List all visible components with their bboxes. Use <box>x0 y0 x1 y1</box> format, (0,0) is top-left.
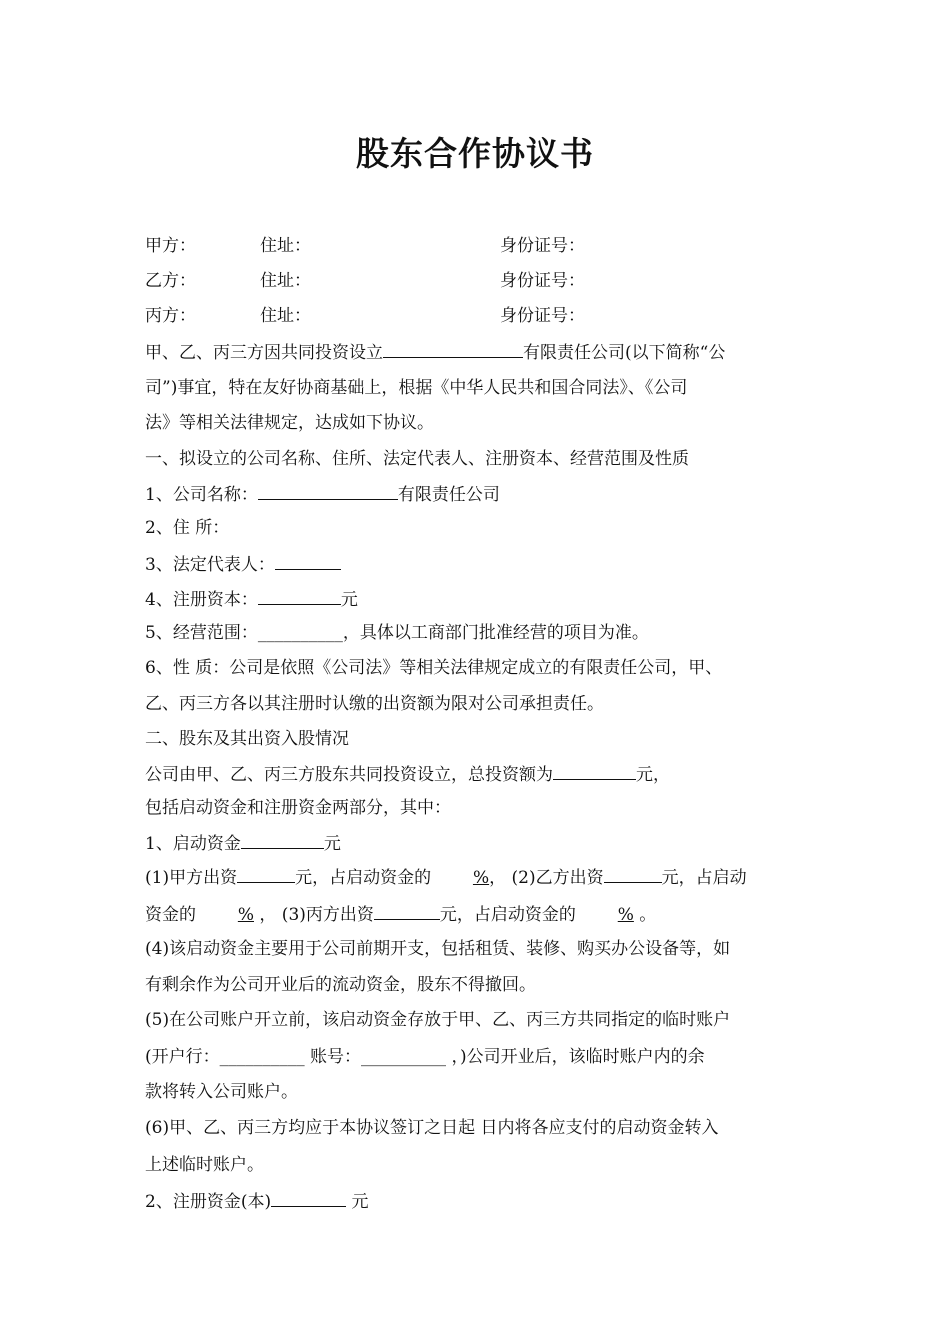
clause-text: 有限责任公司 <box>397 485 500 505</box>
clause-text: 元， <box>636 765 670 785</box>
clause-deadline-cont: 上述临时账户。 <box>145 1155 264 1175</box>
unit-label: 元 <box>323 834 341 854</box>
party-b-percent-blank: % <box>237 905 254 925</box>
party-row <box>145 273 745 293</box>
party-address-label: 住址： <box>260 306 311 326</box>
total-investment-line <box>145 765 670 784</box>
company-name-blank <box>383 343 523 358</box>
clause-text: 元，占启动资金的 <box>295 868 432 888</box>
registered-capital-line <box>145 1192 369 1211</box>
clause-usage-cont: 有剩余作为公司开业后的流动资金，股东不得撤回。 <box>145 975 536 995</box>
intro-text: 有限责任公司(以下简称“公 <box>523 343 726 363</box>
unit-label: 元 <box>346 1192 369 1212</box>
party-id-label: 身份证号： <box>500 306 585 326</box>
document-title: 股东合作协议书 <box>356 134 594 173</box>
intro-line: 法》等相关法律规定，达成如下协议。 <box>145 413 434 433</box>
clause-label: 5、经营范围： <box>145 623 258 643</box>
clause-capital <box>145 590 358 609</box>
unit-label: 元 <box>340 590 358 610</box>
party-name: 乙方： <box>145 271 196 291</box>
scope-blank: __________ <box>257 623 343 643</box>
clause-temp-account-cont: 款将转入公司账户。 <box>145 1082 298 1102</box>
intro-text: 甲、乙、丙三方因共同投资设立 <box>145 343 383 363</box>
clause-text: 元，占启动 <box>661 868 747 888</box>
clause-address: 2、住 所： <box>145 518 230 538</box>
clause-usage: (4)该启动资金主要用于公司前期开支，包括租赁、装修、购买办公设备等，如 <box>145 939 731 959</box>
party-a-contribution-blank <box>237 868 295 883</box>
bank-blank: __________ <box>219 1047 305 1067</box>
contribution-line <box>145 905 656 924</box>
legal-rep-blank <box>275 555 341 570</box>
party-name: 丙方： <box>145 306 196 326</box>
account-blank: __________ <box>361 1047 447 1067</box>
clause-text: 账号： <box>304 1047 362 1067</box>
clause-label: 1、启动资金 <box>145 834 241 854</box>
clause-text: 元，占启动资金的 <box>439 905 576 925</box>
clause-label: 1、公司名称： <box>145 485 258 505</box>
clause-text: ， (3)丙方出资 <box>254 905 374 925</box>
intro-line <box>145 343 725 362</box>
clause-text: ， (2)乙方出资 <box>489 868 604 888</box>
clause-temp-account-cont <box>145 1049 705 1066</box>
total-investment-blank <box>553 765 636 780</box>
clause-deadline: (6)甲、乙、丙三方均应于本协议签订之日起 日内将各应支付的启动资金转入 <box>145 1118 719 1138</box>
section-heading: 二、股东及其出资入股情况 <box>145 729 349 749</box>
clause-text: 。 <box>633 905 657 925</box>
section-heading: 一、拟设立的公司名称、住所、法定代表人、注册资本、经营范围及性质 <box>145 449 689 469</box>
party-a-percent-blank: % <box>472 868 490 888</box>
clause-text: (1)甲方出资 <box>145 868 238 888</box>
intro-line: 司”)事宜，特在友好协商基础上，根据《中华人民共和国合同法》、《公司 <box>145 378 688 398</box>
company-name-blank <box>258 485 398 500</box>
party-id-label: 身份证号： <box>500 236 585 256</box>
party-row <box>145 238 745 258</box>
party-c-contribution-blank <box>374 905 440 920</box>
clause-text: 资金的 <box>145 905 196 925</box>
include-line: 包括启动资金和注册资金两部分，其中： <box>145 798 451 818</box>
party-c-percent-blank: % <box>617 905 634 925</box>
clause-label: 4、注册资本： <box>145 590 258 610</box>
clause-text: 公司由甲、乙、丙三方股东共同投资设立，总投资额为 <box>145 765 553 785</box>
clause-scope <box>145 625 649 642</box>
startup-fund-line <box>145 834 341 853</box>
contribution-line <box>145 868 747 887</box>
clause-label: 3、法定代表人： <box>145 555 275 575</box>
party-address-label: 住址： <box>260 236 311 256</box>
party-b-contribution-blank <box>604 868 662 883</box>
clause-label: 2、注册资金(本) <box>145 1192 272 1212</box>
clause-legal-rep <box>145 555 341 574</box>
clause-text: (开户行： <box>145 1047 220 1067</box>
party-name: 甲方： <box>145 236 196 256</box>
party-id-label: 身份证号： <box>500 271 585 291</box>
party-address-label: 住址： <box>260 271 311 291</box>
capital-blank <box>258 590 341 605</box>
clause-nature: 6、性 质：公司是依照《公司法》等相关法律规定成立的有限责任公司，甲、 <box>145 658 723 678</box>
party-row <box>145 308 745 328</box>
registered-capital-blank <box>271 1192 346 1207</box>
startup-fund-blank <box>241 834 324 849</box>
clause-text: ，具体以工商部门批准经营的项目为准。 <box>342 623 649 643</box>
clause-text: ，)公司开业后，该临时账户内的余 <box>446 1047 705 1067</box>
clause-nature-cont: 乙、丙三方各以其注册时认缴的出资额为限对公司承担责任。 <box>145 694 604 714</box>
clause-temp-account: (5)在公司账户开立前，该启动资金存放于甲、乙、丙三方共同指定的临时账户 <box>145 1010 731 1030</box>
clause-company-name <box>145 485 500 504</box>
